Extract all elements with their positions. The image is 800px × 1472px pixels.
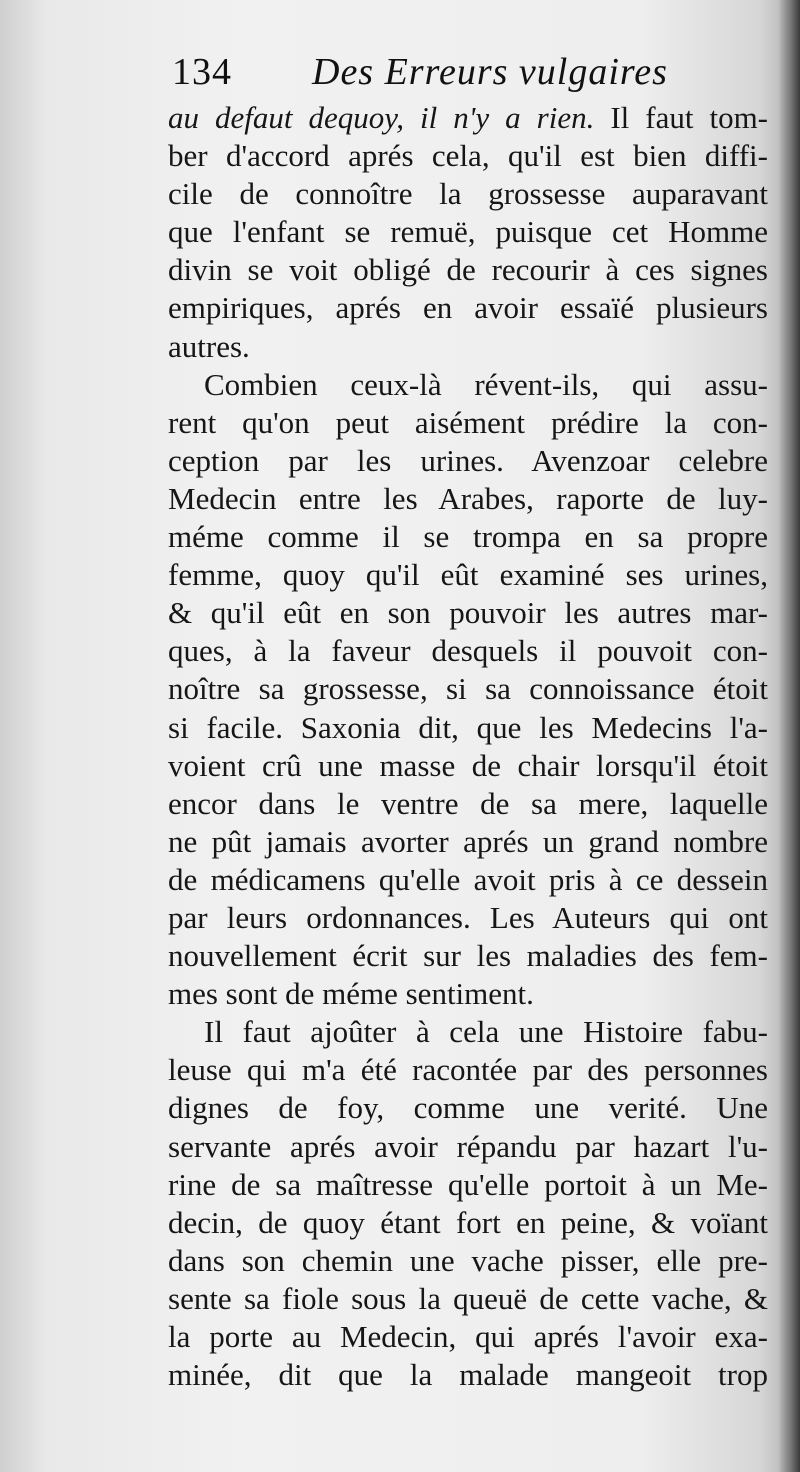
text-line: la porte au Medecin, qui aprés l'avoir exa- bbox=[168, 1319, 768, 1354]
text-line: leuse qui m'a été racontée par des personnes bbox=[168, 1052, 768, 1088]
page-gutter-shadow bbox=[778, 0, 800, 1472]
text-line: minée, dit que la malade mangeoit trop bbox=[168, 1357, 768, 1393]
paragraph-start-line: Combien ceux-là révent-ils, qui assu- bbox=[204, 366, 768, 402]
text-line: dans son chemin une vache pisser, elle pre- bbox=[168, 1242, 768, 1278]
text-line: encor dans le ventre de sa mere, laquelle bbox=[168, 785, 768, 821]
text-line: nouvellement écrit sur les maladies des fem- bbox=[168, 938, 768, 974]
text-line: ber d'accord aprés cela, qu'il est bien diffi- bbox=[168, 138, 768, 174]
text-line bbox=[168, 99, 768, 137]
text-line: servante aprés avoir répandu par hazart l'u- bbox=[168, 1128, 768, 1164]
page-number: 134 bbox=[172, 51, 232, 93]
page-header bbox=[172, 50, 792, 100]
text-line: de médicamens qu'elle avoit pris à ce dessein bbox=[168, 861, 768, 897]
italic-phrase: au defaut dequoy, il n'y a rien. bbox=[168, 100, 611, 135]
text-line: méme comme il se trompa en sa propre bbox=[168, 519, 768, 555]
text-line: ques, à la faveur desquels il pouvoit con- bbox=[168, 633, 768, 669]
text-line: noître sa grossesse, si sa connoissance étoit bbox=[168, 671, 768, 707]
roman-phrase: Il faut tom- bbox=[610, 100, 769, 135]
text-line: que l'enfant se remuë, puisque cet Homme bbox=[168, 214, 768, 250]
text-line: mes sont de méme sentiment. bbox=[168, 976, 534, 1012]
text-line: ception par les urines. Avenzoar celebre bbox=[168, 442, 768, 478]
paragraph-start-line: Il faut ajoûter à cela une Histoire fabu- bbox=[204, 1014, 768, 1050]
text-line: rine de sa maîtresse qu'elle portoit à un Me- bbox=[168, 1166, 768, 1202]
text-line: empiriques, aprés en avoir essaïé plusieurs bbox=[168, 290, 768, 326]
text-line: divin se voit obligé de recourir à ces signes bbox=[168, 252, 768, 288]
text-line: rent qu'on peut aisément prédire la con- bbox=[168, 404, 768, 440]
text-line: voient crû une masse de chair lorsqu'il étoit bbox=[168, 747, 768, 783]
running-title: Des Erreurs vulgaires bbox=[312, 51, 668, 93]
text-line: sente sa fiole sous la queuë de cette vache, & bbox=[168, 1280, 768, 1316]
text-line: par leurs ordonnances. Les Auteurs qui ont bbox=[168, 899, 768, 935]
body-text bbox=[168, 99, 768, 1394]
text-line: autres. bbox=[168, 328, 250, 364]
text-line: & qu'il eût en son pouvoir les autres mar- bbox=[168, 595, 768, 631]
text-line: cile de connoître la grossesse auparavant bbox=[168, 176, 768, 212]
text-line: ne pût jamais avorter aprés un grand nombre bbox=[168, 823, 768, 859]
text-line: decin, de quoy étant fort en peine, & voïant bbox=[168, 1204, 768, 1240]
text-line: femme, quoy qu'il eût examiné ses urines, bbox=[168, 557, 768, 593]
text-line: si facile. Saxonia dit, que les Medecins l'a- bbox=[168, 709, 768, 745]
text-line: Medecin entre les Arabes, raporte de luy- bbox=[168, 480, 768, 516]
text-line: dignes de foy, comme une verité. Une bbox=[168, 1090, 768, 1126]
